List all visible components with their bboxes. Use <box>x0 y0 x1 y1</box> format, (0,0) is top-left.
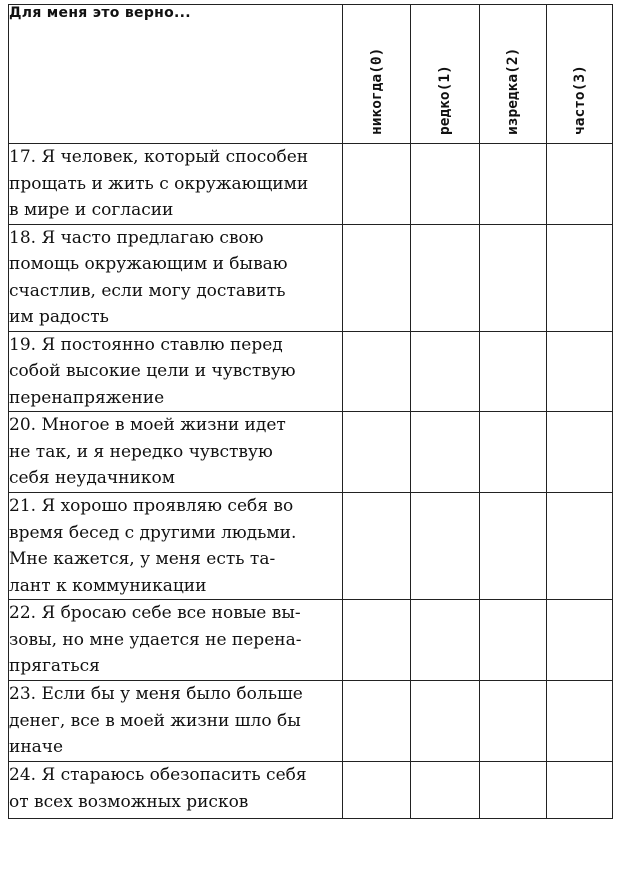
answer-cell-never[interactable] <box>343 331 411 412</box>
survey-table <box>8 4 613 819</box>
answer-cell-never[interactable] <box>343 224 411 331</box>
answer-cell-never[interactable] <box>343 412 411 493</box>
answer-cell-often[interactable] <box>547 412 613 493</box>
column-label: редко(1) <box>437 65 453 135</box>
column-label: изредка(2) <box>505 47 521 135</box>
header-row <box>9 5 613 144</box>
statement-20: 20. Многое в моей жизни идет не так, и я нередко чувствую себя неудачником <box>9 412 343 493</box>
statement-23: 23. Если бы у меня было больше денег, все в моей жизни шло бы иначе <box>9 681 343 762</box>
answer-cell-sometimes[interactable] <box>480 600 547 681</box>
answer-cell-sometimes[interactable] <box>480 144 547 225</box>
table-row <box>9 493 613 600</box>
answer-cell-never[interactable] <box>343 600 411 681</box>
statement-17: 17. Я человек, который способен прощать и жить с окружающими в мире и согласии <box>9 144 343 225</box>
answer-cell-often[interactable] <box>547 224 613 331</box>
answer-cell-never[interactable] <box>343 681 411 762</box>
answer-cell-sometimes[interactable] <box>480 224 547 331</box>
answer-cell-sometimes[interactable] <box>480 762 547 819</box>
answer-cell-often[interactable] <box>547 600 613 681</box>
answer-cell-often[interactable] <box>547 331 613 412</box>
answer-cell-sometimes[interactable] <box>480 493 547 600</box>
column-header-sometimes <box>480 5 547 144</box>
answer-cell-sometimes[interactable] <box>480 681 547 762</box>
answer-cell-rarely[interactable] <box>411 412 480 493</box>
answer-cell-often[interactable] <box>547 144 613 225</box>
answer-cell-never[interactable] <box>343 493 411 600</box>
column-label: часто(3) <box>571 65 588 135</box>
table-title: Для меня это верно... <box>9 5 343 144</box>
table-row <box>9 600 613 681</box>
answer-cell-often[interactable] <box>547 762 613 819</box>
answer-cell-never[interactable] <box>343 144 411 225</box>
questionnaire <box>8 4 612 876</box>
answer-cell-rarely[interactable] <box>411 144 480 225</box>
column-header-often <box>547 5 613 144</box>
column-header-never <box>343 5 411 144</box>
answer-cell-never[interactable] <box>343 762 411 819</box>
table-row <box>9 224 613 331</box>
table-row <box>9 331 613 412</box>
table-row <box>9 144 613 225</box>
statement-18: 18. Я часто предлагаю свою помощь окружающим и бываю счастлив, если могу доставить им радость <box>9 224 343 331</box>
statement-22: 22. Я бросаю себе все новые вы- зовы, но мне удается не перена- прягаться <box>9 600 343 681</box>
answer-cell-often[interactable] <box>547 493 613 600</box>
answer-cell-rarely[interactable] <box>411 493 480 600</box>
answer-cell-rarely[interactable] <box>411 331 480 412</box>
statement-24: 24. Я стараюсь обезопасить себя от всех возможных рисков <box>9 762 343 819</box>
answer-cell-sometimes[interactable] <box>480 412 547 493</box>
table-row <box>9 412 613 493</box>
answer-cell-sometimes[interactable] <box>480 331 547 412</box>
statement-19: 19. Я постоянно ставлю перед собой высокие цели и чувствую перенапряжение <box>9 331 343 412</box>
answer-cell-rarely[interactable] <box>411 600 480 681</box>
answer-cell-often[interactable] <box>547 681 613 762</box>
statement-21: 21. Я хорошо проявляю себя во время бесед с другими людьми. Мне кажется, у меня есть та- лант к коммуникации <box>9 493 343 600</box>
answer-cell-rarely[interactable] <box>411 681 480 762</box>
column-label: никогда(0) <box>368 47 385 135</box>
table-row <box>9 762 613 819</box>
answer-cell-rarely[interactable] <box>411 762 480 819</box>
table-row <box>9 681 613 762</box>
answer-cell-rarely[interactable] <box>411 224 480 331</box>
column-header-rarely <box>411 5 480 144</box>
